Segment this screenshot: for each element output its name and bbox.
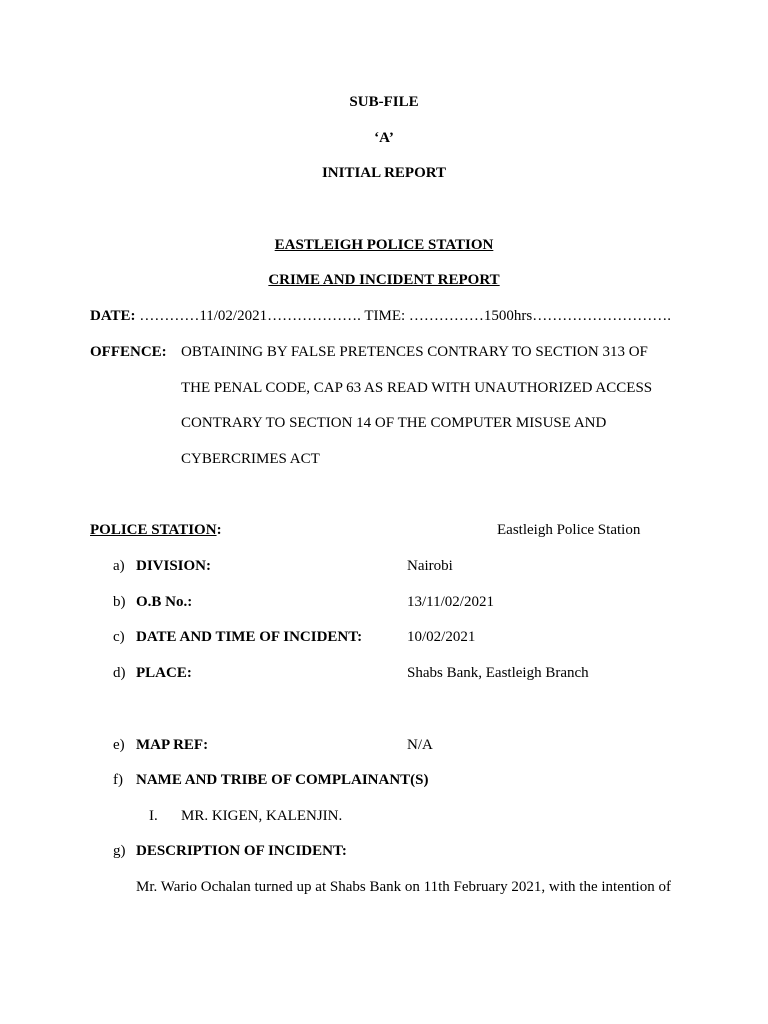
report-title: CRIME AND INCIDENT REPORT xyxy=(268,272,500,288)
complainant-marker: I. xyxy=(149,808,158,824)
field-marker: c) xyxy=(113,629,125,645)
police-station-label: POLICE STATION xyxy=(90,522,217,538)
ob-number-label: O.B No.: xyxy=(136,594,193,610)
map-ref-label: MAP REF: xyxy=(136,737,209,753)
place-label: PLACE: xyxy=(136,665,192,681)
description-label: DESCRIPTION OF INCIDENT: xyxy=(136,843,347,859)
complainants-label: NAME AND TRIBE OF COMPLAINANT(S) xyxy=(136,772,429,788)
date-label: DATE: xyxy=(90,308,136,324)
offence-label: OFFENCE: xyxy=(90,344,167,360)
field-marker: d) xyxy=(113,665,126,681)
date-value: …………11/02/2021………………. TIME: ……………1500hrs………………………. xyxy=(135,308,671,324)
description-text: Mr. Wario Ochalan turned up at Shabs Bank on 11th February 2021, with the intention of xyxy=(136,879,671,895)
subfile-heading: SUB-FILE xyxy=(349,94,419,110)
date-time-line xyxy=(90,307,671,325)
police-station-value: Eastleigh Police Station xyxy=(497,522,641,538)
division-label: DIVISION: xyxy=(136,558,212,574)
police-station-colon: : xyxy=(216,522,222,538)
offence-line: OBTAINING BY FALSE PRETENCES CONTRARY TO SECTION 313 OF xyxy=(181,344,648,360)
offence-line: CYBERCRIMES ACT xyxy=(181,451,320,467)
initial-report-heading: INITIAL REPORT xyxy=(321,165,447,181)
incident-datetime-value: 10/02/2021 xyxy=(407,629,476,645)
ob-number-value: 13/11/02/2021 xyxy=(407,594,494,610)
field-marker: a) xyxy=(113,558,125,574)
field-marker: b) xyxy=(113,594,126,610)
map-ref-value: N/A xyxy=(407,737,433,753)
station-title: EASTLEIGH POLICE STATION xyxy=(274,237,494,253)
complainant-name: MR. KIGEN, KALENJIN. xyxy=(181,808,343,824)
field-marker: f) xyxy=(113,772,123,788)
field-marker: e) xyxy=(113,737,125,753)
incident-datetime-label: DATE AND TIME OF INCIDENT: xyxy=(136,629,363,645)
subfile-letter: ‘A’ xyxy=(374,130,394,146)
place-value: Shabs Bank, Eastleigh Branch xyxy=(407,665,589,681)
offence-line: THE PENAL CODE, CAP 63 AS READ WITH UNAUTHORIZED ACCESS xyxy=(181,380,653,396)
offence-line: CONTRARY TO SECTION 14 OF THE COMPUTER MISUSE AND xyxy=(181,415,607,431)
field-marker: g) xyxy=(113,843,126,859)
police-station-label-row xyxy=(90,521,222,539)
division-value: Nairobi xyxy=(407,558,453,574)
